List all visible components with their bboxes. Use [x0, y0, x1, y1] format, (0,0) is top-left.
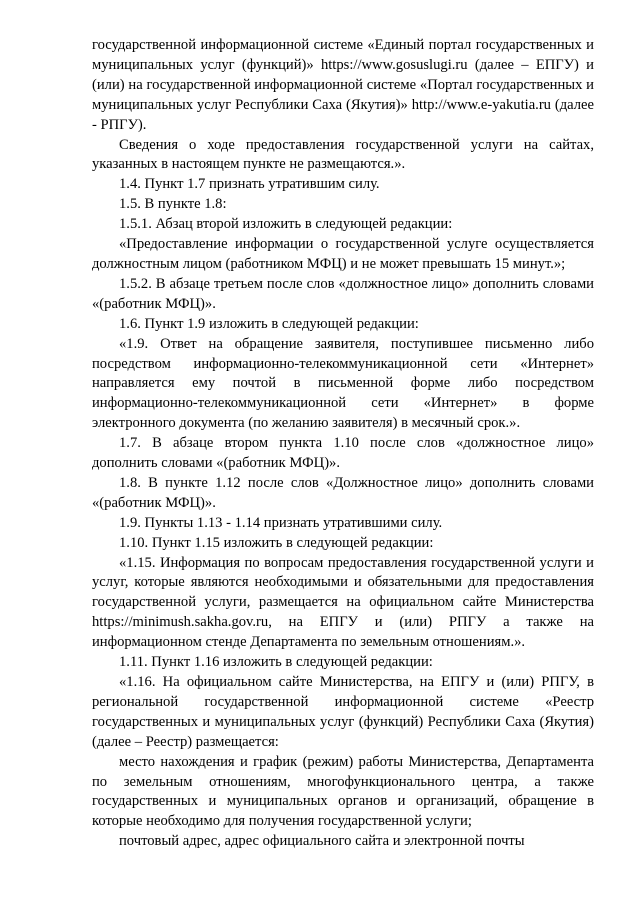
- paragraph: «1.15. Информация по вопросам предоставления государственной услуги и услуг, которые являются необходимыми и обязательными для предоставления государственной услуги, размещается на официальном сайте Министерства https://minimush.sakha.gov.ru, на ЕПГУ и (или) РПГУ а также на информационном стенде Департамента по земельным отношениям.».: [92, 554, 594, 651]
- paragraph: 1.6. Пункт 1.9 изложить в следующей редакции:: [119, 315, 419, 332]
- paragraph: 1.5.1. Абзац второй изложить в следующей редакции:: [119, 216, 453, 233]
- paragraph: «1.16. На официальном сайте Министерства, на ЕПГУ и (или) РПГУ, в региональной государственной информационной системе «Реестр государственных и муниципальных услуг (функций) Республики Саха (Якутия) (далее – Реестр) размещается:: [92, 674, 594, 750]
- document-page: [92, 36, 594, 852]
- paragraph: Сведения о ходе предоставления государственной услуги на сайтах, указанных в настоящем пункте не размещаются.».: [92, 136, 594, 173]
- paragraph: «1.9. Ответ на обращение заявителя, поступившее письменно либо посредством информационно-телекоммуникационной сети «Интернет» направляется ему почтой в письменной форме либо посредством информационно-телекоммуникационной сети «Интернет» в форме электронного документа (по желанию заявителя) в месячный срок.».: [92, 335, 594, 432]
- paragraph: 1.7. В абзаце втором пункта 1.10 после слов «должностное лицо» дополнить словами «(работник МФЦ)».: [92, 435, 594, 472]
- paragraph: почтовый адрес, адрес официального сайта и электронной почты: [119, 833, 525, 850]
- paragraph: 1.4. Пункт 1.7 признать утратившим силу.: [119, 176, 380, 193]
- paragraph: 1.5. В пункте 1.8:: [119, 196, 227, 213]
- paragraph: 1.9. Пункты 1.13 - 1.14 признать утратившими силу.: [119, 514, 443, 531]
- paragraph: 1.11. Пункт 1.16 изложить в следующей редакции:: [119, 654, 433, 671]
- paragraph: 1.8. В пункте 1.12 после слов «Должностное лицо» дополнить словами «(работник МФЦ)».: [92, 474, 594, 511]
- paragraph: государственной информационной системе «Единый портал государственных и муниципальных услуг (функций)» https://www.gosuslugi.ru (далее – ЕПГУ) и (или) на государственной информационной системе «Портал государственных и муниципальных услуг Республики Саха (Якутия)» http://www.e-yakutia.ru (далее - РПГУ).: [92, 37, 594, 133]
- paragraph: «Предоставление информации о государственной услуге осуществляется должностным лицом (работником МФЦ) и не может превышать 15 минут.»;: [92, 236, 594, 272]
- paragraph: 1.5.2. В абзаце третьем после слов «должностное лицо» дополнить словами «(работник МФЦ)».: [92, 275, 594, 312]
- paragraph: 1.10. Пункт 1.15 изложить в следующей редакции:: [119, 534, 434, 551]
- paragraph: место нахождения и график (режим) работы Министерства, Департамента по земельным отношениям, многофункционального центра, а также государственных и муниципальных органов и организаций, обращение в которые необходимо для получения государственной услуги;: [92, 753, 594, 830]
